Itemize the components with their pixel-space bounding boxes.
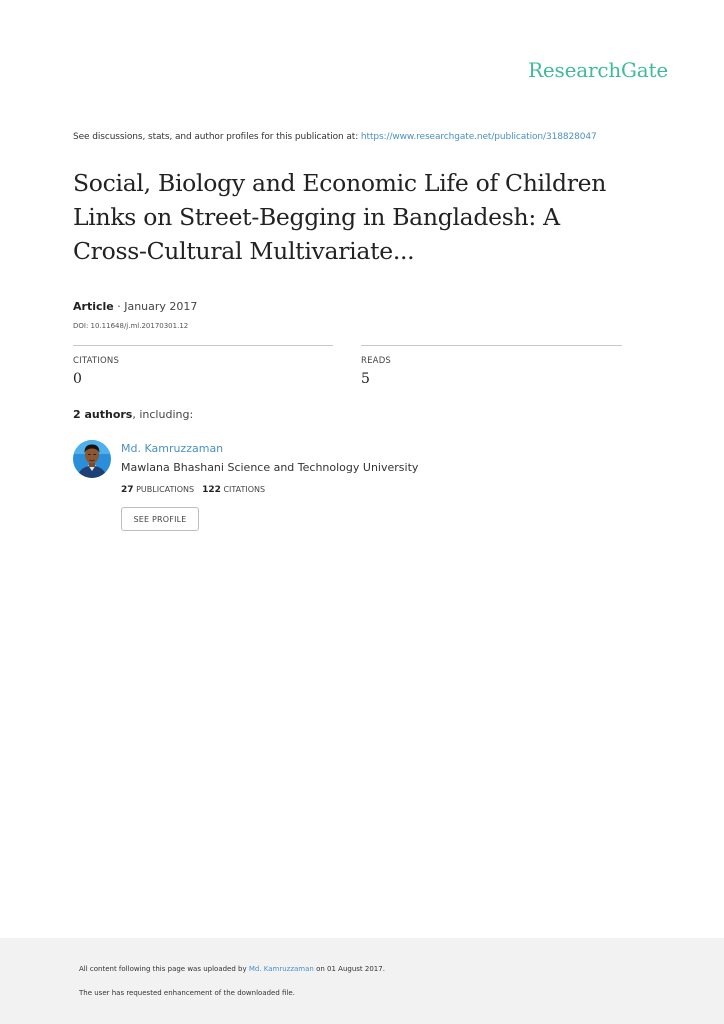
title-line-1: Social, Biology and Economic Life of Children — [73, 169, 607, 197]
author-name-link[interactable]: Md. Kamruzzaman — [121, 442, 224, 455]
upload-notice — [79, 965, 385, 973]
footer-panel — [0, 938, 724, 1024]
enhancement-notice: The user has requested enhancement of the downloaded file. — [79, 989, 295, 997]
upload-prefix: All content following this page was uploaded by — [79, 965, 249, 973]
publication-doi: DOI: 10.11648/j.ml.20170301.12 — [73, 322, 189, 330]
author-stats — [121, 485, 265, 495]
citations-divider — [73, 345, 333, 346]
citations-value: 0 — [73, 371, 82, 387]
reads-label: READS — [361, 356, 392, 366]
author-institution: Mawlana Bhashani Science and Technology University — [121, 461, 419, 474]
reads-value: 5 — [361, 371, 370, 387]
citations-label: CITATIONS — [73, 356, 120, 366]
publication-date: · January 2017 — [113, 300, 198, 313]
see-profile-button[interactable]: SEE PROFILE — [121, 507, 199, 531]
discussions-text: See discussions, stats, and author profiles for this publication at: — [73, 132, 361, 142]
reads-divider — [361, 345, 622, 346]
publications-count: 27 — [121, 485, 134, 495]
authors-suffix: , including: — [132, 408, 194, 421]
title-line-2: Links on Street-Begging in Bangladesh: A — [73, 203, 560, 231]
author-avatar[interactable] — [73, 440, 111, 478]
upload-suffix: on 01 August 2017. — [313, 965, 385, 973]
author-citations-count: 122 — [202, 485, 221, 495]
author-citations-label: CITATIONS — [223, 485, 266, 494]
publication-title — [73, 166, 653, 268]
discussions-notice — [73, 132, 597, 142]
authors-heading — [73, 408, 193, 421]
title-line-3: Cross-Cultural Multivariate... — [73, 237, 415, 265]
researchgate-logo[interactable]: ResearchGate — [528, 58, 668, 82]
publication-meta — [73, 300, 197, 313]
authors-count: 2 authors — [73, 408, 133, 421]
publication-link[interactable]: https://www.researchgate.net/publication/318828047 — [360, 132, 597, 142]
publication-type: Article — [73, 300, 114, 313]
publications-label: PUBLICATIONS — [136, 485, 195, 494]
uploader-link[interactable]: Md. Kamruzzaman — [248, 965, 314, 973]
